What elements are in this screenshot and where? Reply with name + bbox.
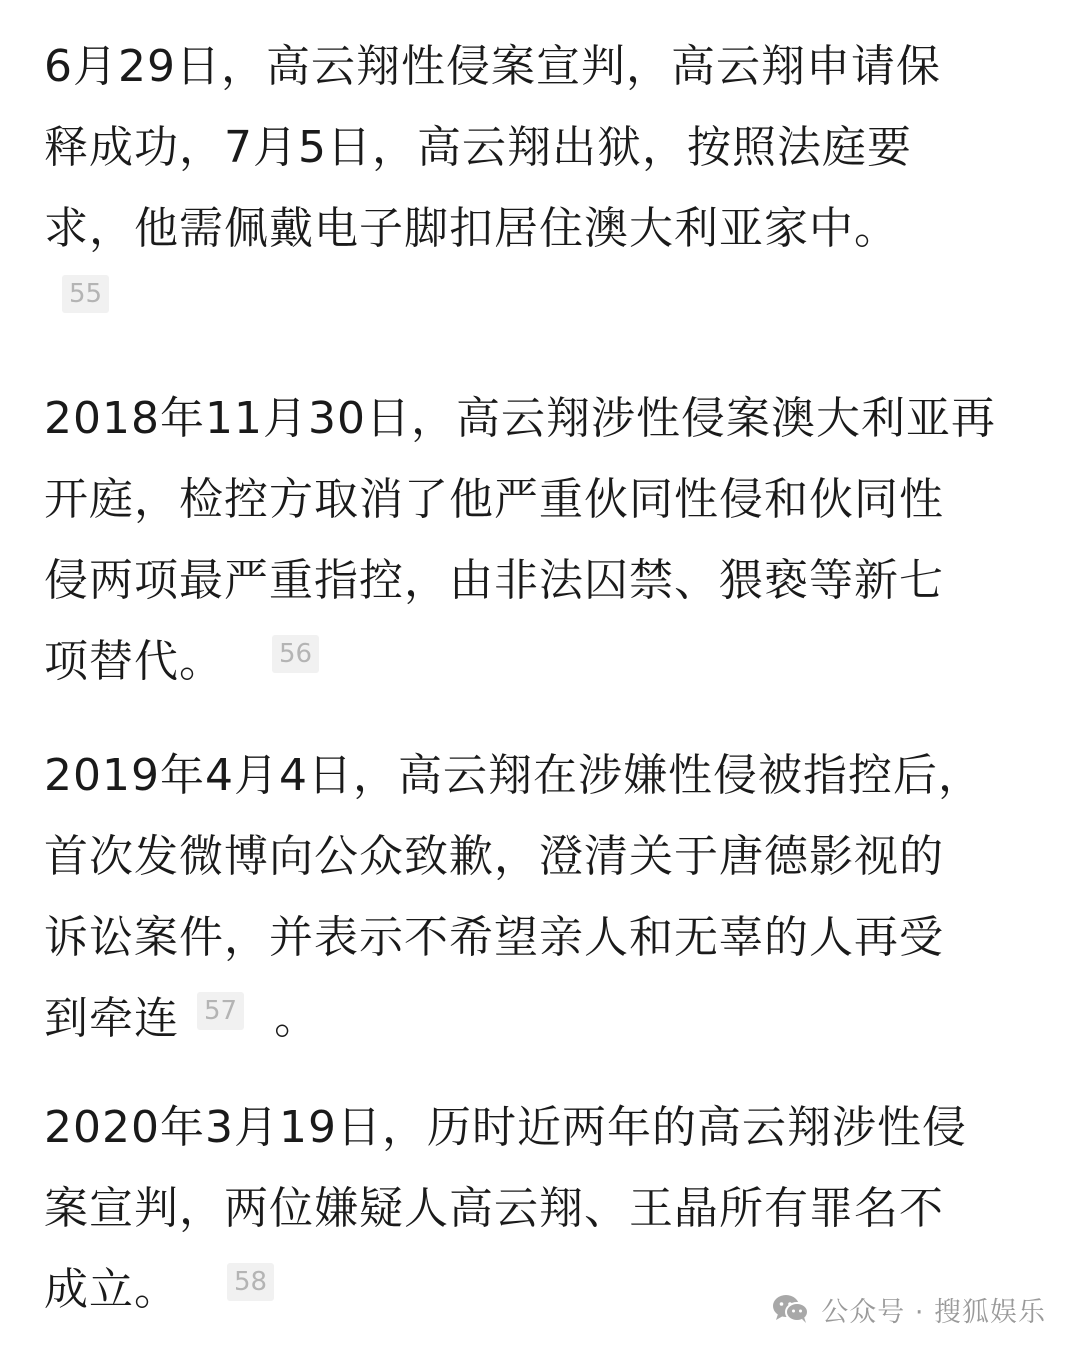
- footnote-ref[interactable]: 56: [272, 635, 319, 673]
- text-line-content: 项替代。: [44, 636, 224, 687]
- wechat-icon: [771, 1293, 811, 1325]
- text-line: 2019年4月4日，高云翔在涉嫌性侵被指控后，: [44, 750, 983, 801]
- text-line: 侵两项最严重指控，由非法囚禁、猥亵等新七: [44, 555, 944, 606]
- text-line: 求，他需佩戴电子脚扣居住澳大利亚家中。: [44, 203, 899, 254]
- text-line: 2018年11月30日，高云翔涉性侵案澳大利亚再: [44, 393, 996, 444]
- text-line-last: [44, 978, 1044, 1059]
- text-line: 首次发微博向公众致歉，澄清关于唐德影视的: [44, 831, 944, 882]
- paragraph-2018-retrial: [44, 378, 1044, 702]
- trailing-period: 。: [274, 993, 320, 1044]
- text-line: 释成功，7月5日，高云翔出狱，按照法庭要: [44, 122, 912, 173]
- paragraph-2019-apology: [44, 735, 1044, 1059]
- footnote-ref[interactable]: 57: [197, 992, 244, 1030]
- paragraph-2018-release: [44, 26, 1044, 269]
- text-line: 开庭，检控方取消了他严重伙同性侵和伙同性: [44, 474, 944, 525]
- text-line-content: 成立。: [44, 1264, 179, 1315]
- text-line: 2020年3月19日，历时近两年的高云翔涉性侵: [44, 1102, 967, 1153]
- footnote-ref[interactable]: 55: [62, 275, 109, 313]
- text-line: 诉讼案件，并表示不希望亲人和无辜的人再受: [44, 912, 944, 963]
- watermark-text: 公众号 · 搜狐娱乐: [821, 1296, 1046, 1328]
- text-line: 案宣判，两位嫌疑人高云翔、王晶所有罪名不: [44, 1183, 944, 1234]
- footnote-ref[interactable]: 58: [227, 1263, 274, 1301]
- text-line-last: [44, 621, 1044, 702]
- text-line-content: 到牵连: [44, 993, 179, 1044]
- watermark: [771, 1289, 1046, 1329]
- text-line: 6月29日，高云翔性侵案宣判，高云翔申请保: [44, 41, 941, 92]
